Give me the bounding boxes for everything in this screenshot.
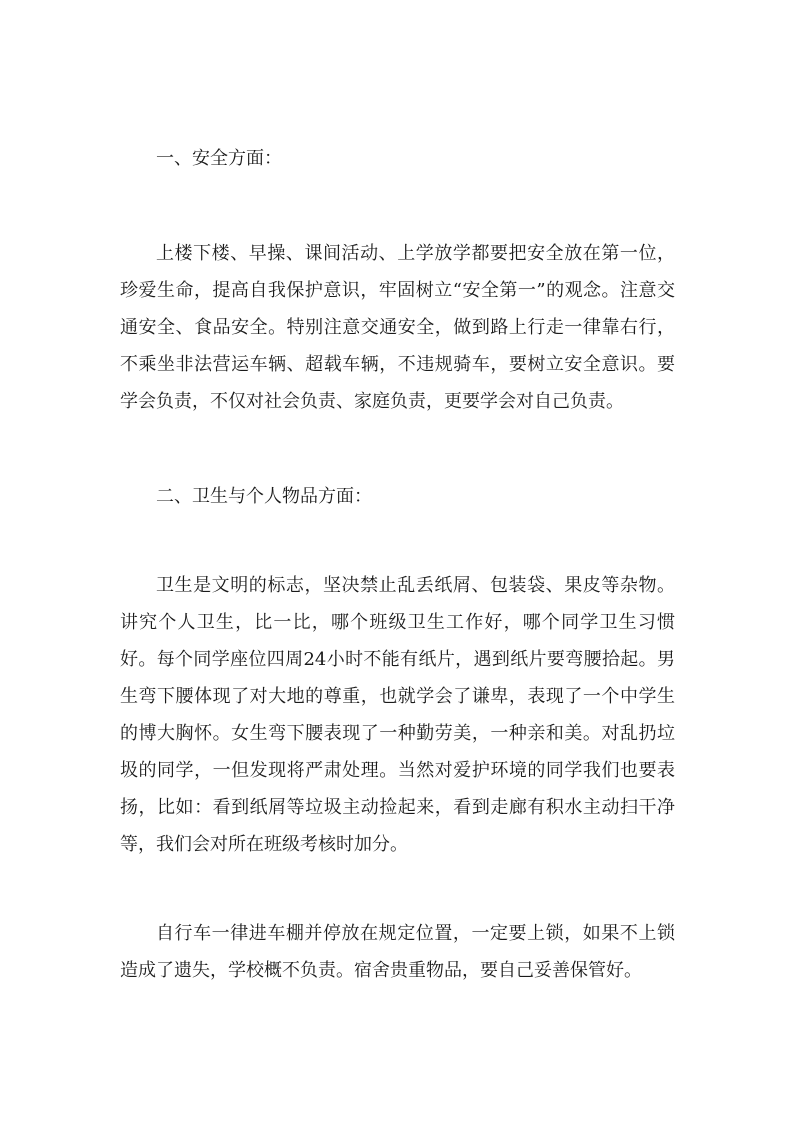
spacer — [120, 177, 675, 235]
safety-paragraph: 上楼下楼、早操、课间活动、上学放学都要把安全放在第一位，珍爱生命，提高自我保护意识，牢固树立“安全第一”的观念。注意交通安全、食品安全。特别注意交通安全，做到路上行走一律靠右行，不乘坐非法营运车辆、超载车辆，不违规骑车，要树立安全意识。要学会负责，不仅对社会负责、家庭负责，更要学会对自己负责。 — [120, 243, 675, 412]
section-heading-safety: 一、安全方面： — [156, 148, 282, 169]
spacer — [120, 420, 675, 478]
section-heading-hygiene: 二、卫生与个人物品方面： — [156, 486, 372, 507]
document-body — [120, 140, 675, 989]
bicycle-paragraph: 自行车一律进车棚并停放在规定位置，一定要上锁，如果不上锁造成了遗失，学校概不负责。宿舍贵重物品，要自己妥善保管好。 — [120, 923, 675, 981]
spacer — [120, 515, 675, 567]
hygiene-paragraph: 卫生是文明的标志，坚决禁止乱丢纸屑、包装袋、果皮等杂物。讲究个人卫生，比一比，哪个班级卫生工作好，哪个同学卫生习惯好。每个同学座位四周24小时不能有纸片，遇到纸片要弯腰拾起。男生弯下腰体现了对大地的尊重，也就学会了谦卑，表现了一个中学生的博大胸怀。女生弯下腰表现了一种勤劳美，一种亲和美。对乱扔垃圾的同学，一但发现将严肃处理。当然对爱护环境的同学我们也要表扬，比如：看到纸屑等垃圾主动捡起来，看到走廊有积水主动扫干净等，我们会对所在班级考核时加分。 — [120, 575, 675, 855]
spacer — [120, 863, 675, 915]
